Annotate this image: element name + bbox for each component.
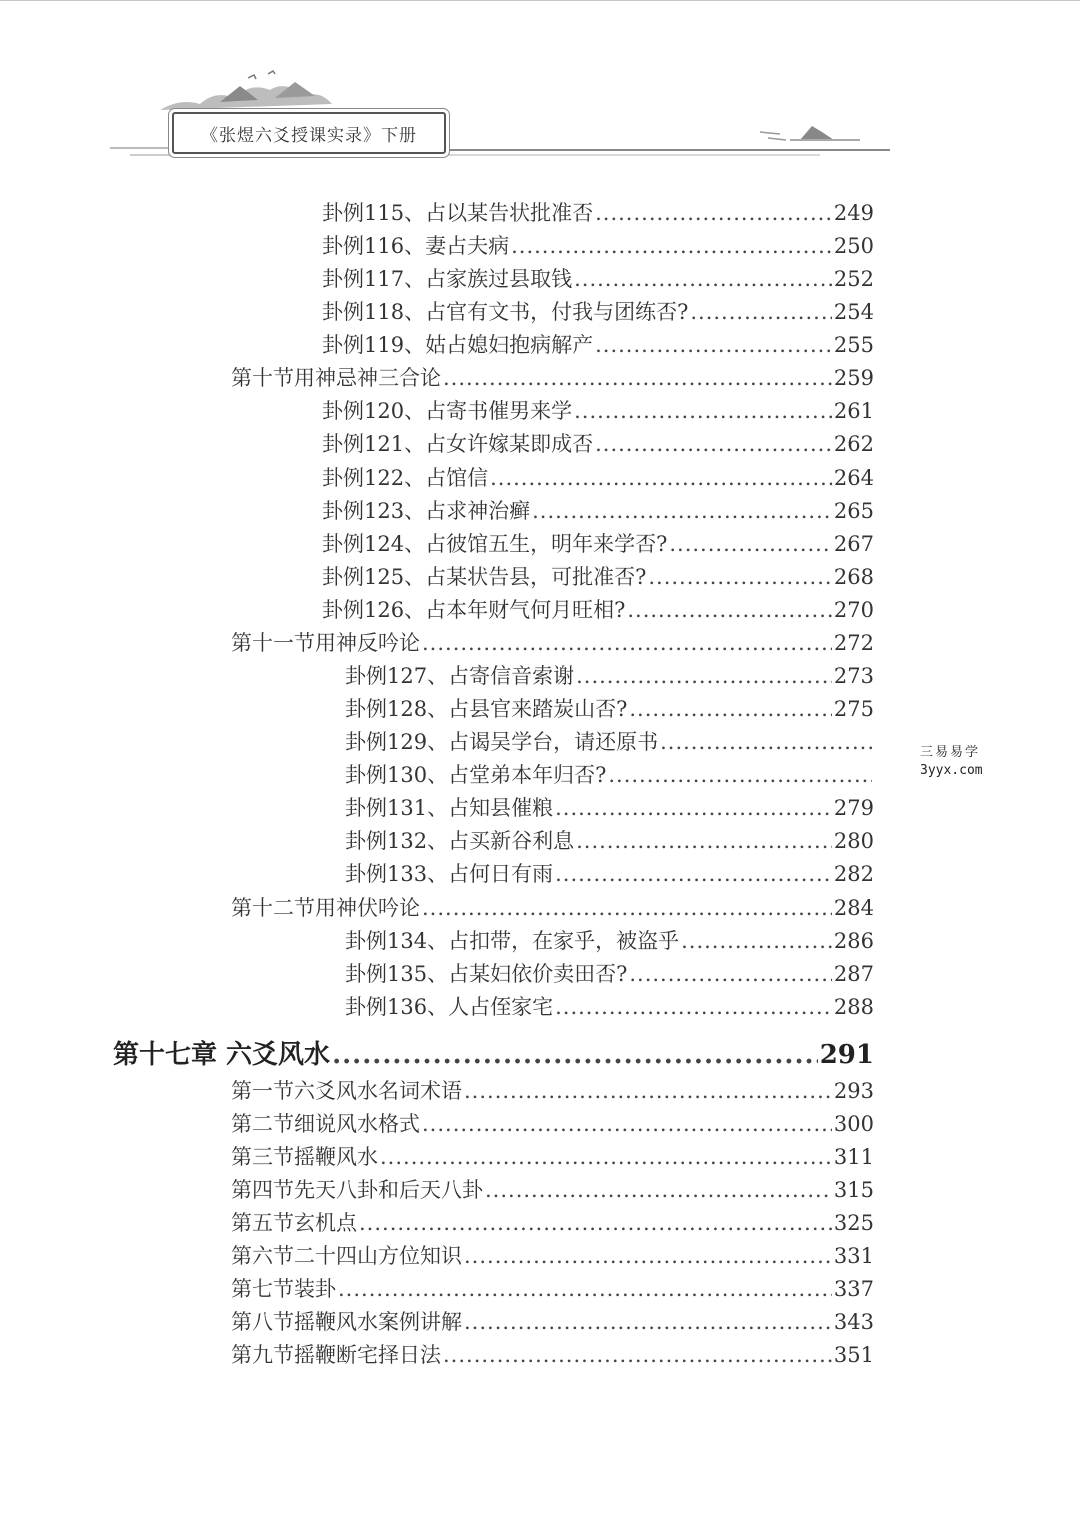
toc-example: [345, 925, 874, 955]
entry-title: 卦例118、占官有文书，付我与团练否?: [322, 300, 689, 324]
entry-title: 第十七章 六爻风水: [113, 1040, 331, 1070]
dot-leader: [669, 532, 832, 556]
section-number: 第五节: [231, 1211, 294, 1235]
entry-title: 卦例128、占县官来踏炭山否?: [345, 697, 628, 721]
toc-section: [231, 892, 874, 922]
toc-section: [231, 1339, 874, 1369]
toc-example: [322, 594, 874, 624]
page-number: 275: [833, 697, 874, 721]
page-number: 315: [833, 1178, 874, 1202]
page-number: 293: [833, 1079, 874, 1103]
entry-title: 卦例125、占某状告县，可批准否?: [322, 565, 647, 589]
page-number: 259: [833, 366, 874, 390]
toc-example: [345, 660, 874, 690]
section-number: 第一节: [231, 1079, 294, 1103]
page-number: 286: [833, 929, 874, 953]
entry-title: 卦例116、妻占夫病: [322, 234, 510, 258]
page-number: 284: [833, 896, 874, 920]
section-number: 第六节: [231, 1244, 294, 1268]
toc-example: [345, 991, 874, 1021]
dot-leader: [555, 796, 832, 820]
toc-section: [231, 1141, 874, 1171]
entry-title: 卦例130、占堂弟本年归否?: [345, 763, 607, 787]
toc-section: [231, 1174, 874, 1204]
dot-leader: [422, 896, 832, 920]
dot-leader: [574, 267, 832, 291]
toc-example: [345, 792, 874, 822]
entry-title: 先天八卦和后天八卦: [294, 1178, 483, 1202]
dot-leader: [595, 432, 832, 456]
dot-leader: [485, 1178, 832, 1202]
page-number: 325: [833, 1211, 874, 1235]
page-number: 351: [833, 1343, 874, 1367]
entry-title: 卦例115、占以某告状批准否: [322, 201, 594, 225]
page-number: 264: [833, 466, 874, 490]
page-number: 254: [833, 300, 874, 324]
toc-example: [322, 263, 874, 293]
entry-title: 卦例120、占寄书催男来学: [322, 399, 573, 423]
toc-example: [322, 528, 874, 558]
dot-leader: [511, 234, 832, 258]
dot-leader: [422, 1112, 832, 1136]
dot-leader: [464, 1244, 832, 1268]
toc-example: [345, 858, 874, 888]
dot-leader: [681, 929, 832, 953]
entry-title: 卦例119、姑占媳妇抱病解产: [322, 333, 594, 357]
toc-example: [322, 329, 874, 359]
section-number: 第十节: [231, 366, 294, 390]
toc-example: [322, 428, 874, 458]
section-number: 第三节: [231, 1145, 294, 1169]
section-number: 第十二节: [231, 896, 315, 920]
page-number: 270: [833, 598, 874, 622]
toc-section: [231, 1306, 874, 1336]
toc-example: [322, 230, 874, 260]
entry-title: 卦例126、占本年财气何月旺相?: [322, 598, 626, 622]
page-number: 280: [833, 829, 874, 853]
dot-leader: [443, 1343, 832, 1367]
page-number: 300: [833, 1112, 874, 1136]
page-number: 291: [819, 1040, 874, 1070]
dot-leader: [595, 201, 832, 225]
toc-example: [345, 825, 874, 855]
page-number: 343: [833, 1310, 874, 1334]
toc-section: [231, 1240, 874, 1270]
watermark: [880, 735, 1080, 793]
toc-section: [231, 362, 874, 392]
page-number: 272: [833, 631, 874, 655]
toc-example: [322, 561, 874, 591]
page-number: 265: [833, 499, 874, 523]
entry-title: 用神反吟论: [315, 631, 420, 655]
entry-title: 卦例135、占某妇依价卖田否?: [345, 962, 628, 986]
entry-title: 卦例136、人占侄家宅: [345, 995, 554, 1019]
entry-title: 装卦: [294, 1277, 336, 1301]
dot-leader: [576, 664, 832, 688]
dot-leader: [422, 631, 832, 655]
entry-title: 摇鞭风水: [294, 1145, 378, 1169]
page-number: 273: [833, 664, 874, 688]
entry-title: 二十四山方位知识: [294, 1244, 462, 1268]
dot-leader: [595, 333, 832, 357]
toc-section: [231, 627, 874, 657]
page-number: 337: [833, 1277, 874, 1301]
dot-leader: [532, 499, 832, 523]
toc-example: [345, 759, 874, 789]
entry-title: 摇鞭风水案例讲解: [294, 1310, 462, 1334]
dot-leader: [690, 300, 832, 324]
toc-section: [231, 1207, 874, 1237]
page-number: 287: [833, 962, 874, 986]
dot-leader: [490, 466, 832, 490]
page-number: 249: [833, 201, 874, 225]
entry-title: 卦例124、占彼馆五生，明年来学否?: [322, 532, 668, 556]
watermark-line1: 三易易学: [920, 745, 981, 760]
dot-leader: [660, 730, 872, 754]
entry-title: 玄机点: [294, 1211, 357, 1235]
page-number: 268: [833, 565, 874, 589]
toc-example: [322, 296, 874, 326]
toc-section: [231, 1273, 874, 1303]
entry-title: 卦例117、占家族过县取钱: [322, 267, 573, 291]
page-number: 311: [833, 1145, 874, 1169]
toc-example: [322, 395, 874, 425]
toc-chapter: [113, 1034, 874, 1072]
entry-title: 用神伏吟论: [315, 896, 420, 920]
entry-title: 摇鞭断宅择日法: [294, 1343, 441, 1367]
page-number: 288: [833, 995, 874, 1019]
dot-leader: [576, 829, 832, 853]
dot-leader: [443, 366, 832, 390]
toc-example: [322, 197, 874, 227]
dot-leader: [574, 399, 832, 423]
toc-example: [345, 726, 874, 756]
entry-title: 卦例132、占买新谷利息: [345, 829, 575, 853]
page-number: 262: [833, 432, 874, 456]
dot-leader: [555, 995, 832, 1019]
toc-example: [345, 958, 874, 988]
toc-section: [231, 1108, 874, 1138]
entry-title: 卦例133、占何日有雨: [345, 862, 554, 886]
page-number: 252: [833, 267, 874, 291]
section-number: 第八节: [231, 1310, 294, 1334]
toc-example: [345, 693, 874, 723]
entry-title: 卦例129、占谒吴学台，请还原书: [345, 730, 659, 754]
entry-title: 卦例134、占扣带，在家乎，被盗乎: [345, 929, 680, 953]
page-number: 282: [833, 862, 874, 886]
dot-leader: [608, 763, 872, 787]
dot-leader: [629, 697, 832, 721]
dot-leader: [464, 1310, 832, 1334]
entry-title: 卦例123、占求神治癣: [322, 499, 531, 523]
page-number: 279: [833, 796, 874, 820]
toc-example: [322, 462, 874, 492]
watermark-line2: 3yyx.com: [920, 763, 983, 778]
section-number: 第九节: [231, 1343, 294, 1367]
entry-title: 六爻风水名词术语: [294, 1079, 462, 1103]
toc-section: [231, 1075, 874, 1105]
dot-leader: [629, 962, 832, 986]
section-number: 第四节: [231, 1178, 294, 1202]
page-number: 331: [833, 1244, 874, 1268]
entry-title: 卦例131、占知县催粮: [345, 796, 554, 820]
entry-title: 用神忌神三合论: [294, 366, 441, 390]
dot-leader: [555, 862, 832, 886]
dot-leader: [332, 1040, 818, 1070]
page-number: 250: [833, 234, 874, 258]
book-title: 《张煜六爻授课实录》下册: [172, 112, 446, 154]
dot-leader: [338, 1277, 832, 1301]
section-number: 第二节: [231, 1112, 294, 1136]
page-number: 255: [833, 333, 874, 357]
dot-leader: [627, 598, 832, 622]
dot-leader: [380, 1145, 832, 1169]
dot-leader: [464, 1079, 832, 1103]
dot-leader: [359, 1211, 832, 1235]
page-number: 267: [833, 532, 874, 556]
section-number: 第七节: [231, 1277, 294, 1301]
entry-title: 细说风水格式: [294, 1112, 420, 1136]
entry-title: 卦例127、占寄信音索谢: [345, 664, 575, 688]
entry-title: 卦例121、占女许嫁某即成否: [322, 432, 594, 456]
section-number: 第十一节: [231, 631, 315, 655]
page-number: 261: [833, 399, 874, 423]
entry-title: 卦例122、占馆信: [322, 466, 489, 490]
toc-example: [322, 495, 874, 525]
dot-leader: [648, 565, 832, 589]
